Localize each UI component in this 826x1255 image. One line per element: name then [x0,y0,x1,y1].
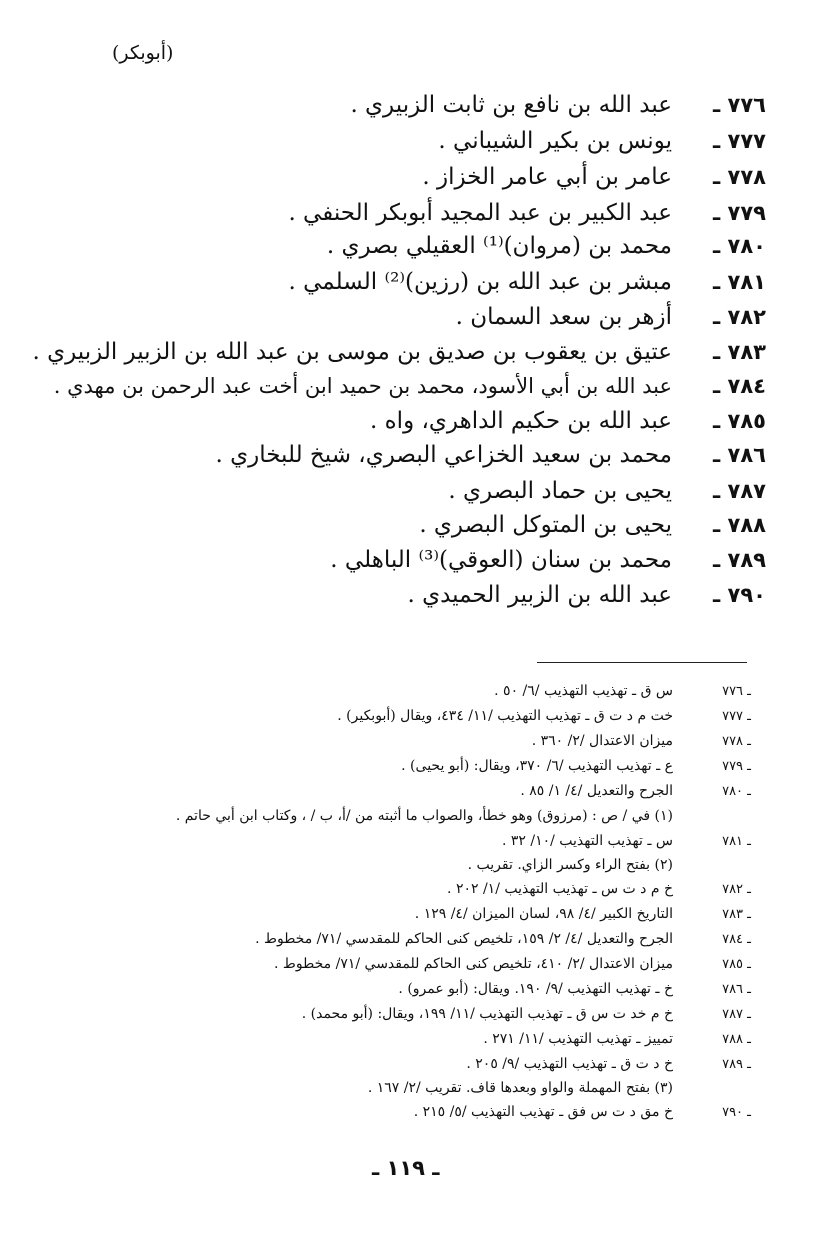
footnote-text: تمييز ـ تهذيب التهذيب /١١/ ٢٧١ . [483,1031,673,1047]
footnote-777 [337,705,751,727]
entry-number: ٧٨٦ ـ [713,443,766,467]
entry-text: يونس بن بكير الشيباني . [438,128,672,154]
entry-number: ٧٨٨ ـ [713,513,766,537]
footnote-number: ـ ٧٨١ [722,833,751,849]
footnote-number: ـ ٧٨٣ [722,906,751,922]
footnote-note-1 [176,805,751,827]
footnote-separator [537,662,747,663]
entry-text: محمد بن سعيد الخزاعي البصري، شيخ للبخاري . [215,442,672,468]
footnote-text: خ م د ت س ـ تهذيب التهذيب /١/ ٢٠٢ . [447,881,673,897]
entry-text: محمد بن سنان (العوقي)⁽³⁾ الباهلي . [330,547,672,573]
entry-text: يحيى بن المتوكل البصري . [419,512,672,538]
footnote-786 [398,978,751,1000]
entry-text: مبشر بن عبد الله بن (رزين)⁽²⁾ السلمي . [288,269,672,295]
footnote-text: س ق ـ تهذيب التهذيب /٦/ ٥٠ . [494,683,673,699]
footnote-text: التاريخ الكبير /٤/ ٩٨، لسان الميزان /٤/ ١٢٩ . [414,906,673,922]
entry-781 [289,265,766,299]
entry-785 [370,404,766,438]
footnote-number: ـ ٧٨٤ [722,931,751,947]
footnote-number: ـ ٧٨٦ [722,981,751,997]
footnote-784 [255,928,751,950]
entry-780 [327,229,766,263]
entry-number: ٧٨٠ ـ [713,234,766,258]
footnote-782 [447,878,751,900]
entry-number: ٧٧٧ ـ [713,129,766,153]
footnote-text: خ ـ تهذيب التهذيب /٩/ ١٩٠. ويقال: (أبو عمرو) . [398,981,673,997]
footnote-number: ـ ٧٨٥ [722,956,751,972]
entry-number: ٧٨٥ ـ [713,409,766,433]
entry-778 [422,160,766,194]
entry-text: عبد الله بن أبي الأسود، محمد بن حميد ابن أخت عبد الرحمن بن مهدي . [53,374,672,398]
footnote-text: خت م د ت ق ـ تهذيب التهذيب /١١/ ٤٣٤، ويقال (أبوبكير) . [337,708,673,724]
footnote-779 [401,755,751,777]
footnote-number: ـ ٧٧٧ [722,708,751,724]
entry-number: ٧٩٠ ـ [713,583,766,607]
entry-number: ٧٧٦ ـ [713,93,766,117]
entry-777 [438,124,766,158]
entry-text: عبد الله بن نافع بن ثابت الزبيري . [350,92,672,118]
entry-776 [350,88,766,122]
footnote-text: خ د ت ق ـ تهذيب التهذيب /٩/ ٢٠٥ . [466,1056,673,1072]
footnote-text: الجرح والتعديل /٤/ ١/ ٨٥ . [520,783,673,799]
entry-text: عبد الله بن حكيم الداهري، واه . [370,408,672,434]
footnote-number: ـ ٧٨٨ [722,1031,751,1047]
footnote-number: ـ ٧٧٩ [722,758,751,774]
footnote-788 [483,1028,751,1050]
entry-text: محمد بن (مروان)⁽¹⁾ العقيلي بصري . [326,233,672,259]
footnote-787 [302,1003,751,1025]
entry-number: ٧٧٩ ـ [713,201,766,225]
page-number: ـ ١١٩ ـ [372,1156,440,1180]
footnote-text: ميزان الاعتدال /٢/ ٤١٠، تلخيص كنى الحاكم للمقدسي /٧١/ مخطوط . [274,956,673,972]
footnote-number: ـ ٧٨٠ [722,783,751,799]
footnote-text: خ مق د ت س فق ـ تهذيب التهذيب /٥/ ٢١٥ . [413,1104,673,1120]
entry-782 [456,300,766,334]
entry-786 [215,438,766,472]
entry-784 [54,369,766,403]
footnote-text: ميزان الاعتدال /٢/ ٣٦٠ . [531,733,673,749]
entry-text: أزهر بن سعد السمان . [455,304,672,330]
footnote-790 [414,1101,751,1123]
footnote-number: ـ ٧٨٩ [722,1056,751,1072]
footnote-text: الجرح والتعديل /٤/ ٢/ ١٥٩، تلخيص كنى الحاكم للمقدسي /٧١/ مخطوط . [255,931,673,947]
footnote-number: ـ ٧٨٧ [722,1006,751,1022]
footnote-text: (٣) بفتح المهملة والواو وبعدها قاف. تقريب /٢/ ١٦٧ . [367,1080,673,1096]
footnote-note-3 [368,1077,751,1099]
entry-number: ٧٨٢ ـ [713,305,766,329]
entry-number: ٧٨٣ ـ [713,340,766,364]
entry-number: ٧٧٨ ـ [713,165,766,189]
footnote-number: ـ ٧٨٢ [722,881,751,897]
footnote-785 [274,953,751,975]
entry-text: يحيى بن حماد البصري . [448,478,672,504]
entry-779 [288,196,766,230]
footnote-number: ـ ٧٩٠ [722,1104,751,1120]
footnote-text: س ـ تهذيب التهذيب /١٠/ ٣٢ . [501,833,673,849]
entry-790 [407,578,766,612]
footnote-text: (٢) بفتح الراء وكسر الزاي. تقريب . [467,857,673,873]
entry-number: ٧٨١ ـ [713,270,766,294]
footnote-text: (١) في / ص : (مرزوق) وهو خطأ، والصواب ما أثبته من /أ، ب / ، وكتاب ابن أبي حاتم . [175,808,673,824]
entry-783 [32,335,766,369]
footnote-number: ـ ٧٧٦ [722,683,751,699]
footnote-789 [466,1053,751,1075]
entry-789 [330,543,766,577]
entry-787 [448,474,766,508]
footnote-text: ع ـ تهذيب التهذيب /٦/ ٣٧٠، ويقال: (أبو يحيى) . [401,758,673,774]
entry-text: عتيق بن يعقوب بن صديق بن موسى بن عبد الله بن الزبير الزبيري . [32,339,672,365]
entry-788 [419,508,766,542]
entry-number: ٧٨٧ ـ [713,479,766,503]
footnote-778 [532,730,751,752]
entry-text: عامر بن أبي عامر الخزاز . [422,164,672,190]
footnote-780 [520,780,751,802]
footnote-776 [494,680,751,702]
footnote-number: ـ ٧٧٨ [722,733,751,749]
entry-text: عبد الكبير بن عبد المجيد أبوبكر الحنفي . [288,200,672,226]
entry-number: ٧٨٤ ـ [713,374,766,398]
running-header: (أبوبكر) [112,42,174,64]
entry-number: ٧٨٩ ـ [713,548,766,572]
footnote-text: خ م خد ت س ق ـ تهذيب التهذيب /١١/ ١٩٩، ويقال: (أبو محمد) . [301,1006,673,1022]
footnote-783 [415,903,751,925]
footnote-note-2 [468,854,751,876]
entry-text: عبد الله بن الزبير الحميدي . [407,582,672,608]
footnote-781 [502,830,751,852]
